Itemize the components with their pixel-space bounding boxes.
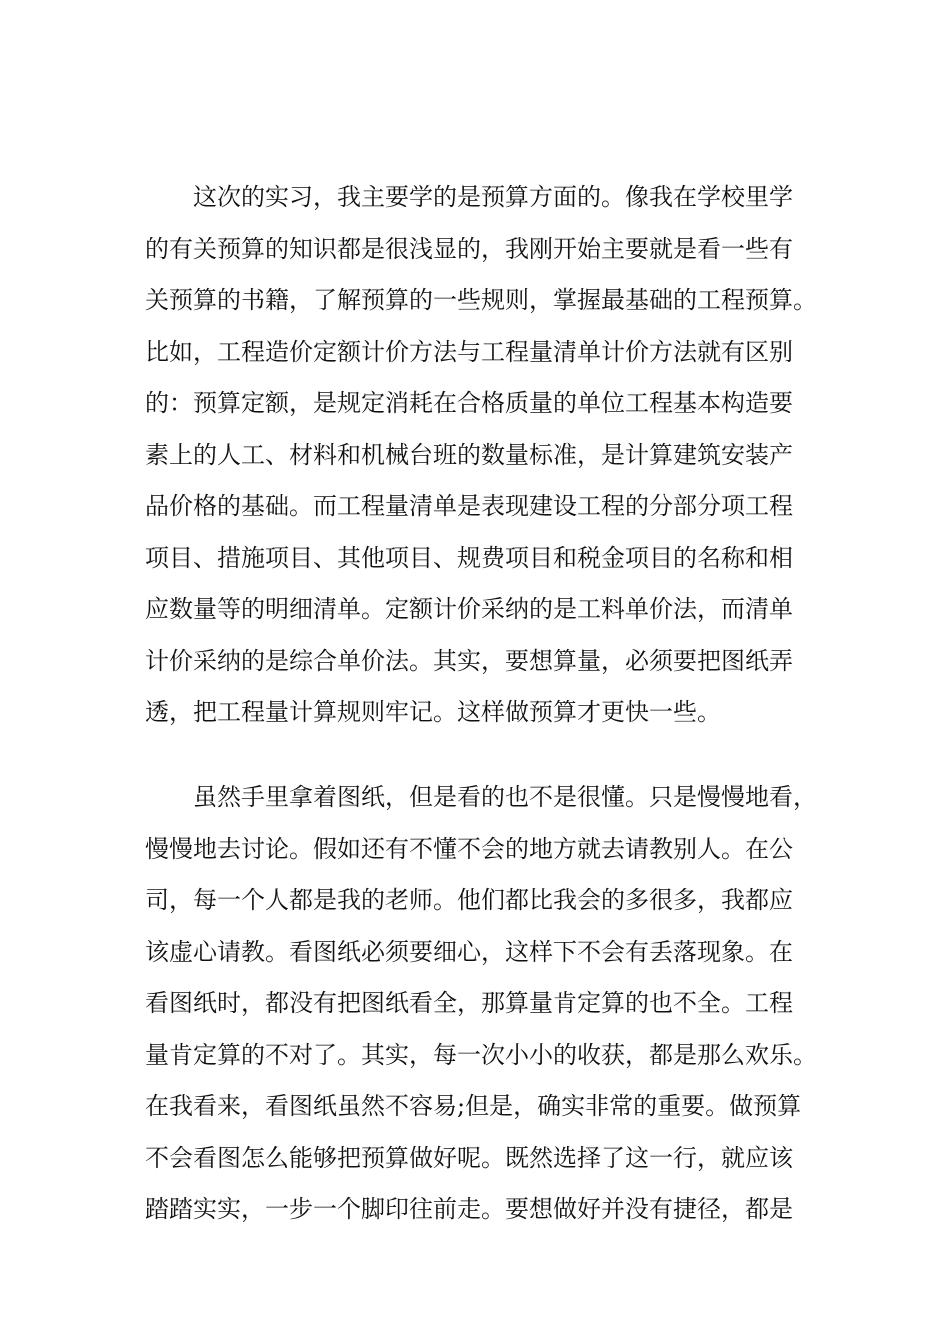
paragraph-line: 的有关预算的知识都是很浅显的，我刚开始主要就是看一些有 xyxy=(145,234,793,263)
paragraph-line: 司，每一个人都是我的老师。他们都比我会的多很多，我都应 xyxy=(145,886,793,914)
paragraph-line: 计价采纳的是综合单价法。其实，要想算量，必须要把图纸弄 xyxy=(145,646,793,675)
paragraph-line: 素上的人工、材料和机械台班的数量标准，是计算建筑安装产 xyxy=(145,440,793,469)
paragraph-line: 应数量等的明细清单。定额计价采纳的是工料单价法，而清单 xyxy=(145,595,793,623)
paragraph-line: 该虚心请教。看图纸必须要细心，这样下不会有丢落现象。在 xyxy=(145,937,793,966)
paragraph-line: 在我看来，看图纸虽然不容易;但是，确实非常的重要。做预算 xyxy=(145,1092,802,1120)
paragraph-line: 的：预算定额，是规定消耗在合格质量的单位工程基本构造要 xyxy=(145,389,793,417)
paragraph-line: 关预算的书籍，了解预算的一些规则，掌握最基础的工程预算。 xyxy=(145,286,817,314)
paragraph-line: 不会看图怎么能够把预算做好呢。既然选择了这一行，就应该 xyxy=(145,1143,793,1172)
paragraph-line: 比如，工程造价定额计价方法与工程量清单计价方法就有区别 xyxy=(145,337,793,366)
paragraph-line: 量肯定算的不对了。其实，每一次小小的收获，都是那么欢乐。 xyxy=(145,1040,817,1069)
paragraph-2 xyxy=(145,772,817,1236)
paragraph-line: 项目、措施项目、其他项目、规费项目和税金项目的名称和相 xyxy=(145,543,793,572)
paragraph-line: 慢慢地去讨论。假如还有不懂不会的地方就去请教别人。在公 xyxy=(145,834,793,863)
paragraph-1 xyxy=(145,172,817,739)
paragraph-line: 踏踏实实，一步一个脚印往前走。要想做好并没有捷径，都是 xyxy=(145,1195,793,1223)
paragraph-line: 看图纸时，都没有把图纸看全，那算量肯定算的也不全。工程 xyxy=(145,989,793,1017)
paragraph-line: 透，把工程量计算规则牢记。这样做预算才更快一些。 xyxy=(145,698,721,726)
paragraph-line: 品价格的基础。而工程量清单是表现建设工程的分部分项工程 xyxy=(145,492,793,520)
paragraph-line: 这次的实习，我主要学的是预算方面的。像我在学校里学 xyxy=(193,183,793,211)
paragraph-line: 虽然手里拿着图纸，但是看的也不是很懂。只是慢慢地看， xyxy=(193,783,817,811)
